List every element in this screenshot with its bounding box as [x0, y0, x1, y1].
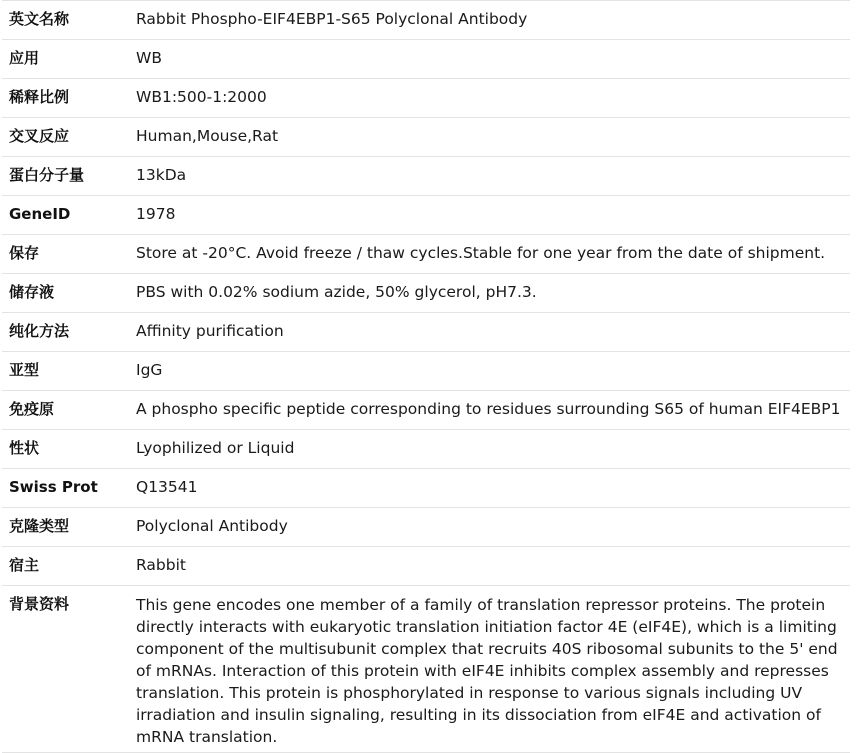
spec-label: 亚型	[9, 361, 40, 379]
spec-row-english-name	[2, 1, 850, 40]
spec-row-dilution	[2, 79, 850, 118]
spec-value: Human,Mouse,Rat	[136, 127, 279, 145]
spec-value: Polyclonal Antibody	[136, 517, 288, 535]
spec-row-cross-reactivity	[2, 118, 850, 157]
spec-row-form	[2, 430, 850, 469]
spec-value: WB	[136, 49, 162, 67]
spec-label: 交叉反应	[9, 127, 70, 145]
spec-label: 保存	[9, 244, 40, 262]
spec-value: Store at -20°C. Avoid freeze / thaw cycles.Stable for one year from the date of shipment.	[136, 244, 826, 262]
spec-row-application	[2, 40, 850, 79]
spec-row-immunogen	[2, 391, 850, 430]
spec-value: IgG	[136, 361, 163, 379]
spec-value: This gene encodes one member of a family of translation repressor proteins. The protein directly interacts with eukaryotic translation initiation factor 4E (eIF4E), which is a limiting component of the multisubunit complex that recruits 40S ribosomal subunits to the 5' end of mRNAs. Interaction of this protein with eIF4E inhibits complex assembly and represses translation. This protein is phosphorylated in response to various signals including UV irradiation and insulin signaling, resulting in its dissociation from eIF4E and activation of mRNA translation.	[136, 596, 838, 746]
spec-value: A phospho specific peptide corresponding to residues surrounding S65 of human EIF4EBP1	[136, 400, 841, 418]
spec-value: WB1:500-1:2000	[136, 88, 267, 106]
spec-label: 蛋白分子量	[9, 166, 85, 184]
spec-row-storage	[2, 235, 850, 274]
spec-value: 13kDa	[136, 166, 187, 184]
spec-value: Affinity purification	[136, 322, 284, 340]
spec-row-purification	[2, 313, 850, 352]
spec-label: 克隆类型	[9, 517, 70, 535]
spec-row-host	[2, 547, 850, 586]
spec-value: Rabbit	[136, 556, 186, 574]
spec-label: 宿主	[9, 556, 40, 574]
spec-value: 1978	[136, 205, 176, 223]
spec-label: 性状	[9, 439, 40, 457]
spec-row-swiss-prot	[2, 469, 850, 508]
spec-label: 背景资料	[9, 595, 70, 613]
spec-label: 纯化方法	[9, 322, 70, 340]
spec-label: Swiss Prot	[9, 478, 98, 496]
spec-row-buffer	[2, 274, 850, 313]
spec-label: 免疫原	[9, 400, 55, 418]
spec-row-background	[2, 586, 850, 753]
spec-value: PBS with 0.02% sodium azide, 50% glycerol, pH7.3.	[136, 283, 537, 301]
spec-label: GeneID	[9, 205, 71, 223]
spec-row-gene-id	[2, 196, 850, 235]
spec-row-clonality	[2, 508, 850, 547]
product-spec-table	[2, 0, 850, 753]
spec-value: Rabbit Phospho-EIF4EBP1-S65 Polyclonal Antibody	[136, 10, 528, 28]
spec-label: 储存液	[9, 283, 55, 301]
spec-row-molecular-weight	[2, 157, 850, 196]
spec-value: Lyophilized or Liquid	[136, 439, 295, 457]
spec-label: 应用	[9, 49, 40, 67]
spec-label: 稀释比例	[9, 88, 70, 106]
spec-value: Q13541	[136, 478, 198, 496]
spec-label: 英文名称	[9, 10, 70, 28]
spec-row-isotype	[2, 352, 850, 391]
